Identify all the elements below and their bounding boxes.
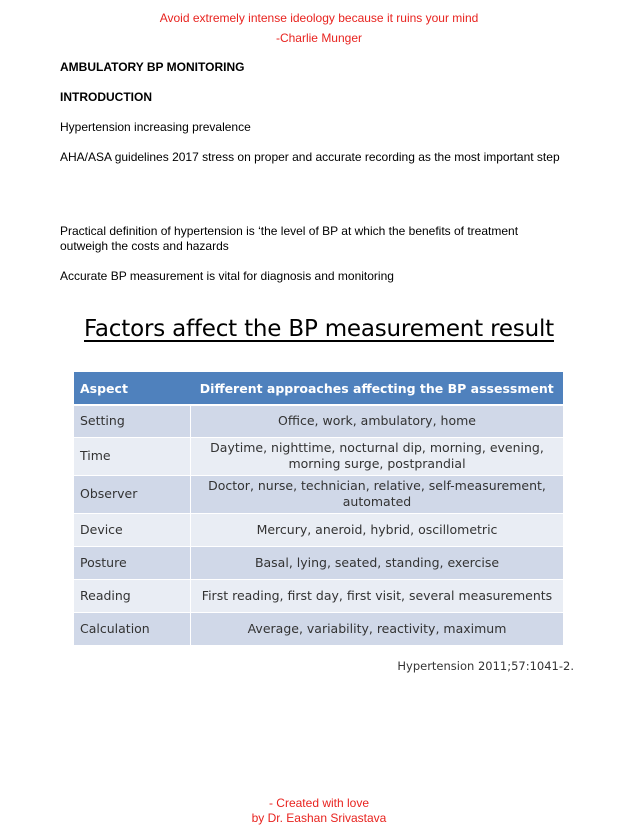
document-title: AMBULATORY BP MONITORING [60, 60, 245, 74]
cell-aspect: Calculation [74, 612, 191, 645]
table-row [74, 437, 563, 475]
cell-aspect: Device [74, 513, 191, 546]
table-row [74, 612, 563, 645]
paragraph: Practical definition of hypertension is ‘the level of BP at which the benefits of treatment outweigh the costs and hazards [60, 224, 519, 253]
section-heading: INTRODUCTION [60, 90, 152, 104]
paragraph: AHA/ASA guidelines 2017 stress on proper and accurate recording as the most important step [60, 150, 560, 164]
footer-line-1: - Created with love [268, 796, 370, 810]
quote-text: Avoid extremely intense ideology because it ruins your mind [159, 11, 479, 25]
paragraph: Hypertension increasing prevalence [60, 120, 251, 134]
cell-aspect: Setting [74, 405, 191, 437]
table-row [74, 579, 563, 612]
header-aspect: Aspect [74, 372, 191, 405]
quote-author: -Charlie Munger [275, 31, 363, 45]
table-header-row [74, 372, 563, 405]
cell-approaches: Basal, lying, seated, standing, exercise [191, 546, 564, 579]
table-row [74, 405, 563, 437]
slide-title: Factors affect the BP measurement result [84, 316, 554, 342]
cell-approaches: Average, variability, reactivity, maximum [191, 612, 564, 645]
cell-approaches: Doctor, nurse, technician, relative, self-measurement, automated [191, 475, 564, 513]
table-row [74, 513, 563, 546]
header-approaches: Different approaches affecting the BP assessment [191, 372, 564, 405]
table-row [74, 546, 563, 579]
citation: Hypertension 2011;57:1041-2. [397, 659, 574, 673]
cell-aspect: Observer [74, 475, 191, 513]
cell-approaches: First reading, first day, first visit, several measurements [191, 579, 564, 612]
footer-line-2: by Dr. Eashan Srivastava [251, 811, 387, 825]
bp-factors-table [74, 372, 563, 646]
cell-approaches: Mercury, aneroid, hybrid, oscillometric [191, 513, 564, 546]
cell-approaches: Daytime, nighttime, nocturnal dip, morning, evening, morning surge, postprandial [191, 437, 564, 475]
cell-aspect: Posture [74, 546, 191, 579]
paragraph: Accurate BP measurement is vital for diagnosis and monitoring [60, 269, 394, 283]
cell-aspect: Reading [74, 579, 191, 612]
table-row [74, 475, 563, 513]
cell-aspect: Time [74, 437, 191, 475]
cell-approaches: Office, work, ambulatory, home [191, 405, 564, 437]
